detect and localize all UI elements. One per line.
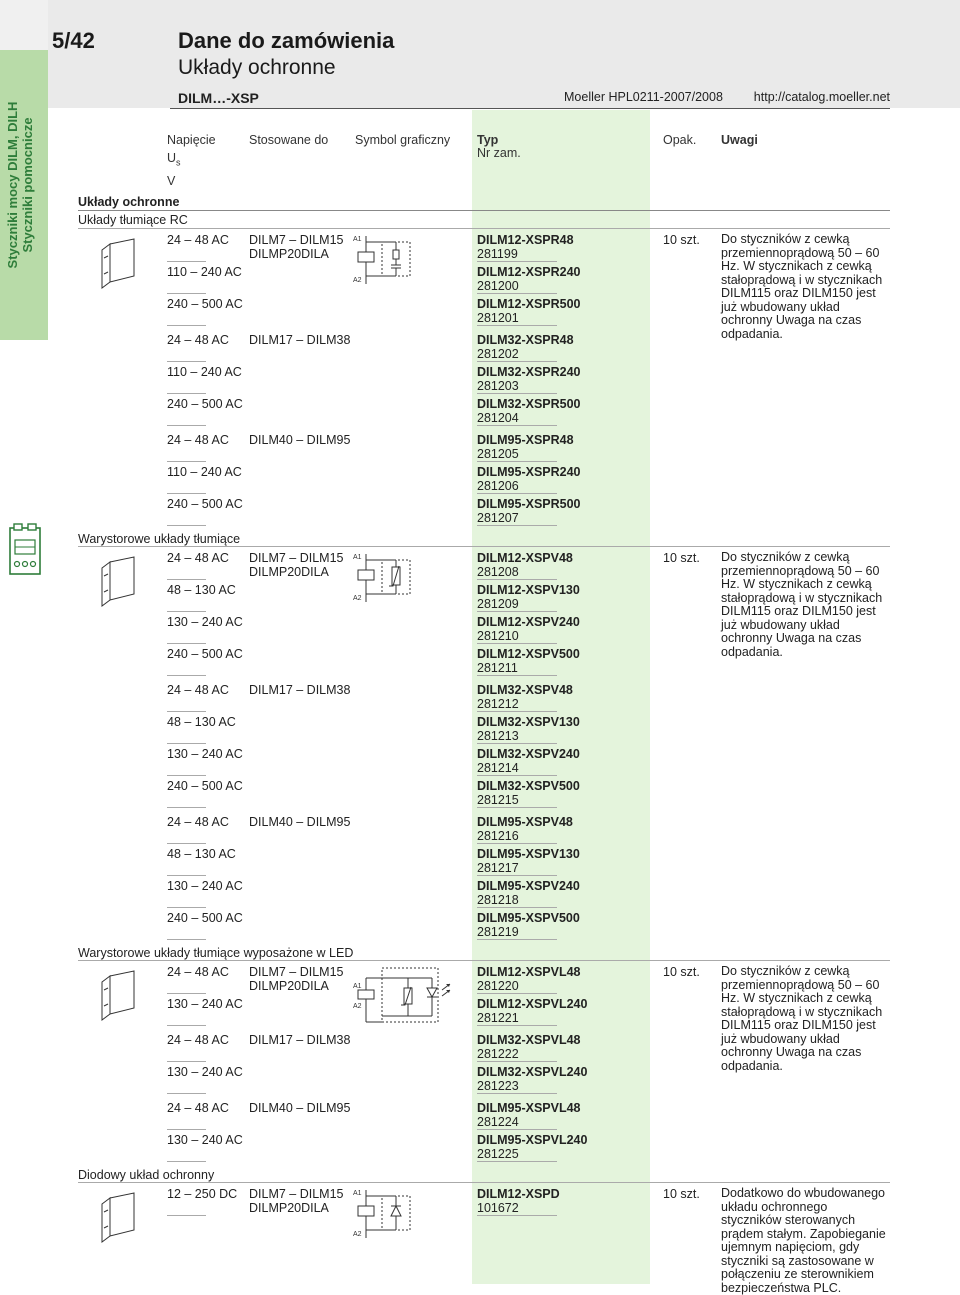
voltage-cell: 110 – 240 AC [167,265,242,279]
row-rule [477,807,557,808]
row-rule [167,611,206,612]
typ-cell: DILM95-XSPVL240 [477,1133,588,1147]
column-notes: Uwagi [721,133,758,147]
applied-to-label: DILM7 – DILM15 [249,1187,344,1201]
row-rule [477,393,557,394]
order-number-cell: 281199 [477,247,518,261]
varistor-module-icon [98,556,144,608]
row-rule [477,293,557,294]
section-heading-varistor: Warystorowe układy tłumiące [78,532,241,546]
voltage-cell: 12 – 250 DC [167,1187,238,1201]
pack-quantity: 10 szt. [663,551,700,565]
order-number-cell: 281222 [477,1047,519,1061]
order-number-cell: 281200 [477,279,519,293]
typ-cell: DILM12-XSPV130 [477,583,580,597]
typ-cell: DILM12-XSPR240 [477,265,581,279]
voltage-cell: 24 – 48 AC [167,815,229,829]
column-symbol: Symbol graficzny [355,133,451,147]
varistor-led-module-icon [98,970,144,1022]
note-rc: Do styczników z cewką przemiennoprądową 50 – 60 Hz. W stycznikach z cewką stałoprądową i w stycznikach DILM115 oraz DILM150 jest już wbudowany układ ochronny Uwaga na czas odpadania. [721,232,883,341]
typ-cell: DILM12-XSPR48 [477,233,574,247]
typ-cell: DILM12-XSPV240 [477,615,580,629]
varistor-led-circuit-symbol [352,964,464,1026]
row-rule [167,907,206,908]
typ-cell: DILM32-XSPV130 [477,715,580,729]
svg-text:A2: A2 [353,595,362,602]
section-rule [78,960,890,961]
order-number-cell: 281216 [477,829,519,843]
voltage-cell: 24 – 48 AC [167,965,229,979]
typ-cell: DILM95-XSPV48 [477,815,573,829]
typ-cell: DILM32-XSPR48 [477,333,574,347]
typ-cell: DILM95-XSPR240 [477,465,581,479]
row-rule [477,775,557,776]
order-number-cell: 281224 [477,1115,519,1129]
row-rule [477,261,557,262]
header-rule [170,108,890,109]
typ-cell: DILM95-XSPR48 [477,433,574,447]
row-rule [167,525,206,526]
typ-cell: DILM95-XSPVL48 [477,1101,581,1115]
applied-to-label: DILM7 – DILM15 [249,551,344,565]
section-rule [78,228,890,229]
voltage-cell: 130 – 240 AC [167,1133,243,1147]
voltage-cell: 240 – 500 AC [167,297,243,311]
order-number-cell: 281203 [477,379,519,393]
typ-cell: DILM12-XSPR500 [477,297,581,311]
row-rule [477,525,557,526]
varistor-circuit-symbol [352,550,414,606]
order-number-cell: 281207 [477,511,519,525]
row-rule [167,1093,206,1094]
section-heading-main: Układy ochronne [78,195,180,209]
column-pack: Opak. [663,133,697,147]
order-number-cell: 281204 [477,411,519,425]
section-rule [78,1182,890,1183]
row-rule [167,261,206,262]
note-diode: Dodatkowo do wbudowanego układu ochronnego styczników sterowanych prądem stałym. Zapobieganie ujemnym napięciom, gdy styczniki są zastosowane w połączeniu ze sterownikiem bezpieczeństwa PLC. [721,1186,886,1295]
diode-module-icon [98,1192,144,1244]
order-number-cell: 281201 [477,311,519,325]
pack-quantity: 10 szt. [663,965,700,979]
diode-circuit-symbol [352,1186,414,1242]
order-number-cell: 281217 [477,861,519,875]
voltage-cell: 240 – 500 AC [167,397,243,411]
voltage-cell: 48 – 130 AC [167,715,236,729]
row-rule [167,325,206,326]
note-varistor: Do styczników z cewką przemiennoprądową 50 – 60 Hz. W stycznikach z cewką stałoprądową i w stycznikach DILM115 oraz DILM150 jest już wbudowany układ ochronny Uwaga na czas odpadania. [721,550,883,659]
applied-to-label: DILM17 – DILM38 [249,1033,351,1047]
voltage-cell: 240 – 500 AC [167,779,243,793]
row-rule [167,493,206,494]
svg-text:A1: A1 [353,236,362,243]
voltage-cell: 24 – 48 AC [167,233,229,247]
voltage-cell: 24 – 48 AC [167,1101,229,1115]
row-rule [167,393,206,394]
section-heading-varistor-led: Warystorowe układy tłumiące wyposażone w LED [78,946,354,960]
typ-cell: DILM32-XSPV240 [477,747,580,761]
row-rule [167,807,206,808]
applied-to-label: DILM40 – DILM95 [249,433,351,447]
typ-cell: DILM12-XSPVL240 [477,997,588,1011]
voltage-cell: 48 – 130 AC [167,847,236,861]
row-rule [477,939,557,940]
row-rule [477,1093,557,1094]
row-rule [167,743,206,744]
section-heading-rc: Układy tłumiące RC [78,213,188,227]
section-heading-diode: Diodowy układ ochronny [78,1168,215,1182]
row-rule [167,993,206,994]
applied-to-label: DILM7 – DILM15 [249,233,344,247]
order-number-cell: 281213 [477,729,519,743]
row-rule [167,1061,206,1062]
row-rule [477,493,557,494]
voltage-cell: 48 – 130 AC [167,583,236,597]
typ-cell: DILM12-XSPV48 [477,551,573,565]
row-rule [167,361,206,362]
section-rule [78,210,890,211]
side-tab-text: Styczniki mocy DILM, DILH Styczniki pomocnicze [5,101,35,269]
row-rule [167,875,206,876]
row-rule [167,775,206,776]
row-rule [477,611,557,612]
voltage-cell: 240 – 500 AC [167,911,243,925]
voltage-cell: 130 – 240 AC [167,615,243,629]
typ-cell: DILM32-XSPV48 [477,683,573,697]
applied-to-label: DILMP20DILA [249,979,329,993]
row-rule [167,939,206,940]
row-rule [477,711,557,712]
voltage-cell: 130 – 240 AC [167,1065,243,1079]
order-number-cell: 281212 [477,697,519,711]
row-rule [477,993,557,994]
voltage-cell: 130 – 240 AC [167,997,243,1011]
applied-to-label: DILM17 – DILM38 [249,683,351,697]
order-number-cell: 281219 [477,925,519,939]
voltage-cell: 24 – 48 AC [167,433,229,447]
page-subtitle: Układy ochronne [178,56,336,79]
svg-text:A2: A2 [353,277,362,284]
order-number-cell: 281209 [477,597,519,611]
row-rule [477,1025,557,1026]
applied-to-label: DILM40 – DILM95 [249,815,351,829]
row-rule [477,425,557,426]
typ-cell: DILM32-XSPR240 [477,365,581,379]
order-number-cell: 281210 [477,629,519,643]
row-rule [477,907,557,908]
rc-module-icon [98,238,144,290]
row-rule [167,675,206,676]
row-rule [167,843,206,844]
typ-cell: DILM32-XSPVL240 [477,1065,588,1079]
row-rule [477,675,557,676]
order-number-cell: 281205 [477,447,519,461]
typ-cell: DILM95-XSPV240 [477,879,580,893]
row-rule [477,1061,557,1062]
row-rule [477,875,557,876]
applied-to-label: DILM7 – DILM15 [249,965,344,979]
page-title: Dane do zamówienia [178,28,395,53]
typ-cell: DILM32-XSPV500 [477,779,580,793]
row-rule [167,1215,206,1216]
voltage-cell: 240 – 500 AC [167,497,243,511]
order-number-cell: 281214 [477,761,519,775]
row-rule [477,1215,557,1216]
voltage-cell: 130 – 240 AC [167,879,243,893]
note-varistor-led: Do styczników z cewką przemiennoprądową 50 – 60 Hz. W stycznikach z cewką stałoprądową i w stycznikach DILM115 oraz DILM150 jest już wbudowany układ ochronny Uwaga na czas odpadania. [721,964,883,1073]
row-rule [167,293,206,294]
row-rule [167,461,206,462]
typ-cell: DILM32-XSPR500 [477,397,581,411]
voltage-cell: 110 – 240 AC [167,365,242,379]
order-number-cell: 281221 [477,1011,519,1025]
row-rule [167,1161,206,1162]
voltage-cell: 24 – 48 AC [167,683,229,697]
applied-to-label: DILM40 – DILM95 [249,1101,351,1115]
row-rule [477,361,557,362]
voltage-cell: 110 – 240 AC [167,465,242,479]
applied-to-label: DILMP20DILA [249,1201,329,1215]
order-number-cell: 281211 [477,661,518,675]
typ-cell: DILM12-XSPD [477,1187,560,1201]
order-number-cell: 281218 [477,893,519,907]
order-number-cell: 281215 [477,793,519,807]
voltage-cell: 24 – 48 AC [167,551,229,565]
voltage-cell: 130 – 240 AC [167,747,243,761]
section-rule [78,546,890,547]
order-number-cell: 281206 [477,479,519,493]
row-rule [167,643,206,644]
order-number-cell: 281202 [477,347,519,361]
svg-text:A1: A1 [353,983,362,990]
rc-circuit-symbol [352,232,414,288]
pack-quantity: 10 szt. [663,1187,700,1201]
column-order-no: Nr zam. [477,146,521,160]
row-rule [167,1129,206,1130]
order-number-cell: 281220 [477,979,519,993]
order-number-cell: 281208 [477,565,519,579]
svg-text:A1: A1 [353,1190,362,1197]
svg-text:A1: A1 [353,554,362,561]
applied-to-label: DILMP20DILA [249,247,329,261]
applied-to-label: DILM17 – DILM38 [249,333,351,347]
column-voltage: Napięcie $U_s$ V [167,133,216,188]
row-rule [167,425,206,426]
contactor-icon [8,522,42,578]
pack-quantity: 10 szt. [663,233,700,247]
series-name: DILM…-XSP [178,90,259,106]
svg-text:A2: A2 [353,1003,362,1010]
svg-text:A2: A2 [353,1231,362,1238]
typ-cell: DILM12-XSPV500 [477,647,580,661]
order-number-cell: 101672 [477,1201,519,1215]
row-rule [477,843,557,844]
catalog-link[interactable]: http://catalog.moeller.net [753,90,890,104]
row-rule [477,325,557,326]
row-rule [477,579,557,580]
column-typ: Typ [477,133,499,147]
row-rule [167,711,206,712]
row-rule [167,579,206,580]
page-number: 5/42 [52,28,95,53]
row-rule [477,461,557,462]
voltage-cell: 24 – 48 AC [167,333,229,347]
order-number-cell: 281223 [477,1079,519,1093]
row-rule [477,743,557,744]
applied-to-label: DILMP20DILA [249,565,329,579]
row-rule [477,1129,557,1130]
typ-cell: DILM95-XSPR500 [477,497,581,511]
typ-cell: DILM12-XSPVL48 [477,965,581,979]
catalog-reference: Moeller HPL0211-2007/2008 [564,90,723,104]
row-rule [477,1161,557,1162]
column-applied-to: Stosowane do [249,133,329,147]
voltage-cell: 24 – 48 AC [167,1033,229,1047]
order-number-cell: 281225 [477,1147,519,1161]
row-rule [477,643,557,644]
row-rule [167,1025,206,1026]
voltage-cell: 240 – 500 AC [167,647,243,661]
typ-cell: DILM95-XSPV130 [477,847,580,861]
typ-cell: DILM32-XSPVL48 [477,1033,581,1047]
typ-cell: DILM95-XSPV500 [477,911,580,925]
